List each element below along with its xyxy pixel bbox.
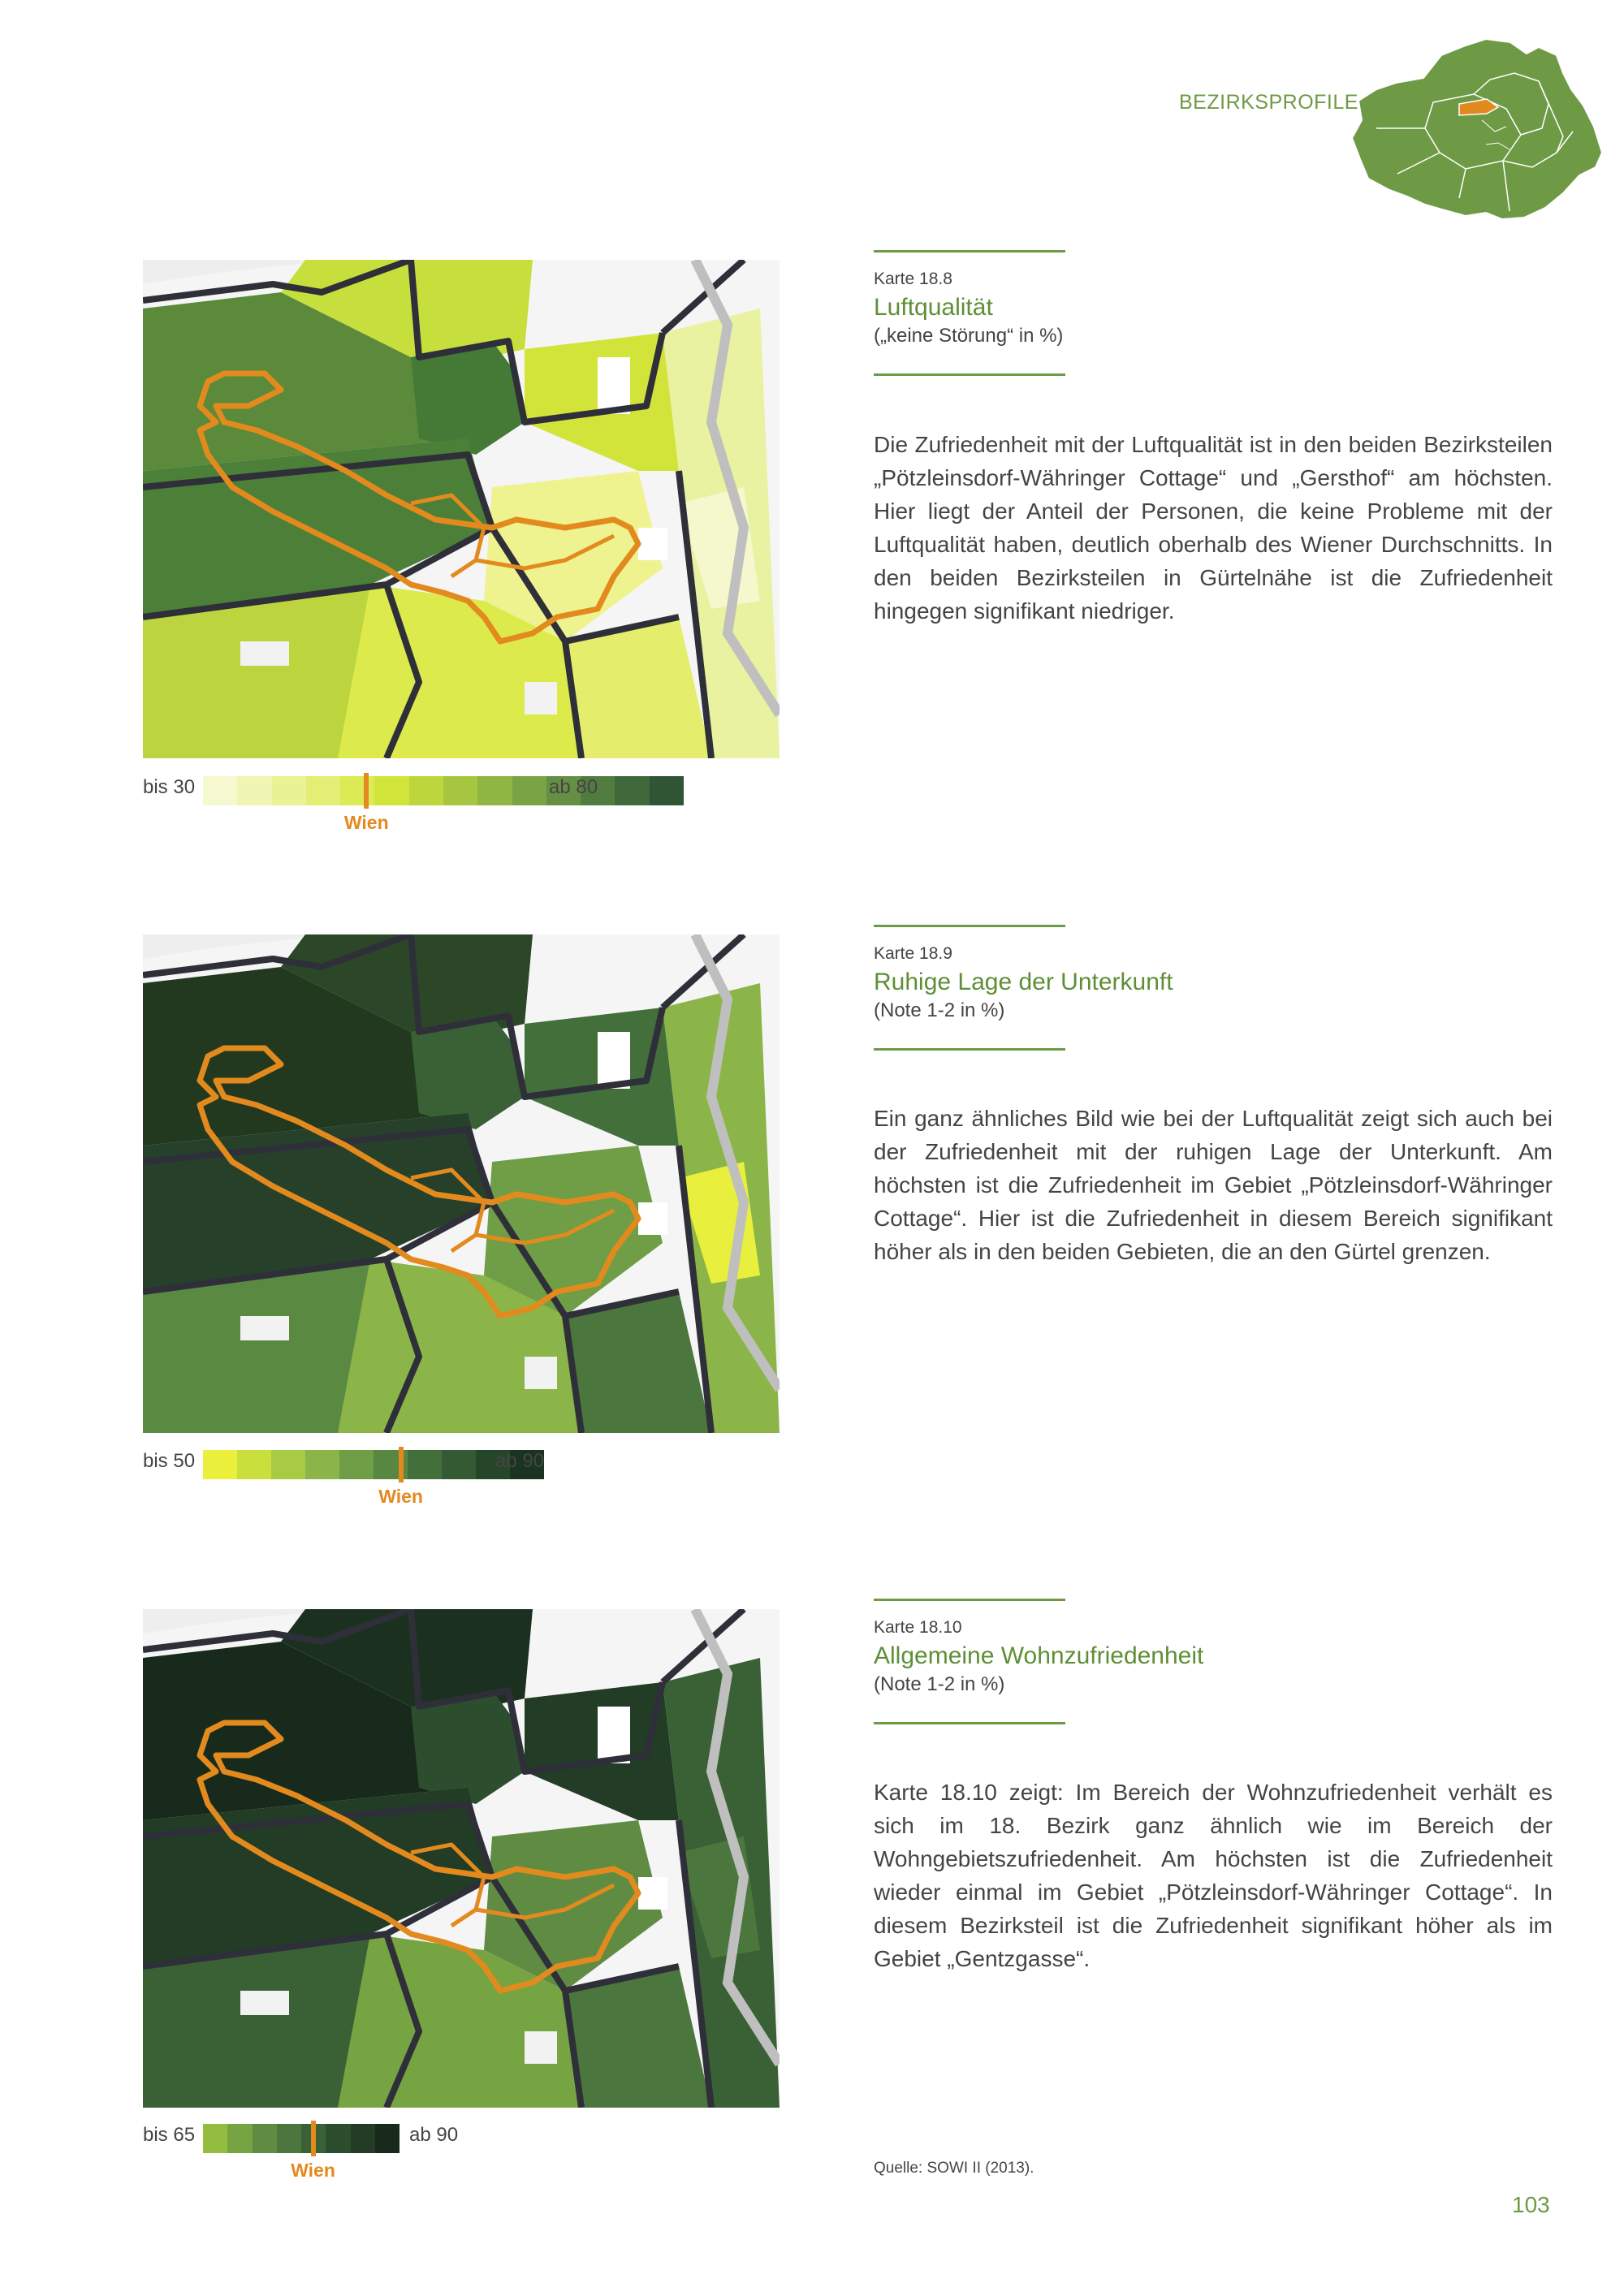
description-text: Ein ganz ähnliches Bild wie bei der Luftqualität zeigt sich auch bei der Zufriedenheit mit der ruhigen Lage der Unterkunft. Am höchsten ist die Zufriedenheit im Gebiet „Pötzleinsdorf-Währinger Cottage“. Hier ist die Zufriedenheit in diesem Bereich signifikant höher als in den beiden Gebieten, die an den Gürtel grenzen. xyxy=(874,1106,1553,1264)
legend-max-label: ab 90 xyxy=(409,2124,459,2146)
page-number: 103 xyxy=(1512,2192,1550,2217)
wien-marker xyxy=(311,2121,316,2156)
legend-swatch-2 xyxy=(227,2124,252,2153)
map-luftqualitaet xyxy=(143,260,780,758)
title-rule-top xyxy=(874,1599,1065,1601)
karte-title: Allgemeine Wohnzufriedenheit xyxy=(874,1642,1204,1669)
karte-subtitle: („keine Störung“ in %) xyxy=(874,325,1064,347)
karte-number: Karte 18.8 xyxy=(874,270,952,288)
legend-swatch-14 xyxy=(650,776,684,805)
legend-swatch-4 xyxy=(306,776,340,805)
source-note: Quelle: SOWI II (2013). xyxy=(874,2160,1034,2177)
legend-swatch-5 xyxy=(339,1450,374,1479)
title-rule-bottom xyxy=(874,1048,1065,1051)
description-text: Die Zufriedenheit mit der Luftqualität ist in den beiden Bezirksteilen „Pötzleinsdorf-Währinger Cottage“ und „Gersthof“ am höchsten. Hier liegt der Anteil der Personen, die keine Probleme mit der Luftqualität haben, deutlich oberhalb des Wiener Durchschnitts. In den beiden Bezirksteilen in Gürtelnähe ist die Zufriedenheit hingegen signifikant niedriger. xyxy=(874,432,1553,624)
legend-swatch-7 xyxy=(351,2124,375,2153)
legend-swatch-8 xyxy=(443,776,477,805)
map-caption xyxy=(874,270,1553,347)
legend-swatch-4 xyxy=(305,1450,339,1479)
karte-subtitle: (Note 1-2 in %) xyxy=(874,999,1005,1021)
legend-swatch-8 xyxy=(375,2124,400,2153)
legend-swatch-6 xyxy=(326,2124,350,2153)
legend-swatch-3 xyxy=(271,1450,305,1479)
legend-swatch-9 xyxy=(477,776,512,805)
section-label: BEZIRKSPROFILE xyxy=(1179,91,1358,114)
title-rule-top xyxy=(874,925,1065,927)
legend-swatch-13 xyxy=(615,776,649,805)
title-rule-top xyxy=(874,250,1065,252)
karte-title: Luftqualität xyxy=(874,294,993,321)
legend-swatch-5 xyxy=(340,776,374,805)
legend-max-label: ab 80 xyxy=(549,776,598,798)
legend-swatch-8 xyxy=(442,1450,476,1479)
karte-number: Karte 18.9 xyxy=(874,944,952,963)
vienna-locator-map xyxy=(1344,31,1604,230)
map-caption xyxy=(874,944,1553,1022)
legend-color-scale xyxy=(203,1450,544,1479)
wien-marker xyxy=(399,1447,404,1482)
legend-min-label: bis 30 xyxy=(143,776,196,798)
legend-swatch-10 xyxy=(512,776,546,805)
wien-label: Wien xyxy=(291,2160,335,2181)
wien-label: Wien xyxy=(343,812,389,833)
legend-color-scale xyxy=(203,2124,400,2153)
wien-label: Wien xyxy=(378,1486,423,1507)
title-rule-bottom xyxy=(874,373,1065,376)
legend-swatch-1 xyxy=(203,2124,227,2153)
legend-swatch-1 xyxy=(203,1450,237,1479)
legend-swatch-7 xyxy=(409,776,443,805)
karte-subtitle: (Note 1-2 in %) xyxy=(874,1673,1005,1695)
legend-swatch-7 xyxy=(408,1450,442,1479)
title-rule-bottom xyxy=(874,1722,1065,1724)
legend-max-label: ab 90 xyxy=(495,1450,545,1472)
map-caption xyxy=(874,1618,1553,1696)
map-ruhige-lage xyxy=(143,934,780,1433)
legend-min-label: bis 50 xyxy=(143,1450,196,1472)
legend-wohnzufriedenheit xyxy=(143,2124,598,2205)
legend-swatch-2 xyxy=(237,776,271,805)
legend-swatch-4 xyxy=(277,2124,301,2153)
legend-swatch-3 xyxy=(253,2124,277,2153)
legend-color-scale xyxy=(203,776,684,805)
karte-number: Karte 18.10 xyxy=(874,1618,962,1637)
legend-swatch-1 xyxy=(203,776,237,805)
map-wohnzufriedenheit xyxy=(143,1609,780,2108)
legend-swatch-3 xyxy=(272,776,306,805)
description-text: Karte 18.10 zeigt: Im Bereich der Wohnzufriedenheit verhält es sich im 18. Bezirk ganz ähnlich wie im Bereich der Wohngebietszufriedenheit. Am höchsten ist die Zufriedenheit wieder einmal im Gebiet „Pötzleinsdorf-Währinger Cottage“. In diesem Bezirksteil ist die Zufriedenheit signifikant höher als im Gebiet „Gentzgasse“. xyxy=(874,1780,1553,1971)
wien-marker xyxy=(364,773,369,809)
legend-ruhige-lage xyxy=(143,1450,598,1531)
legend-swatch-2 xyxy=(237,1450,271,1479)
legend-min-label: bis 65 xyxy=(143,2124,196,2146)
karte-title: Ruhige Lage der Unterkunft xyxy=(874,969,1173,995)
legend-luftqualitaet xyxy=(143,776,630,857)
legend-swatch-6 xyxy=(374,776,408,805)
